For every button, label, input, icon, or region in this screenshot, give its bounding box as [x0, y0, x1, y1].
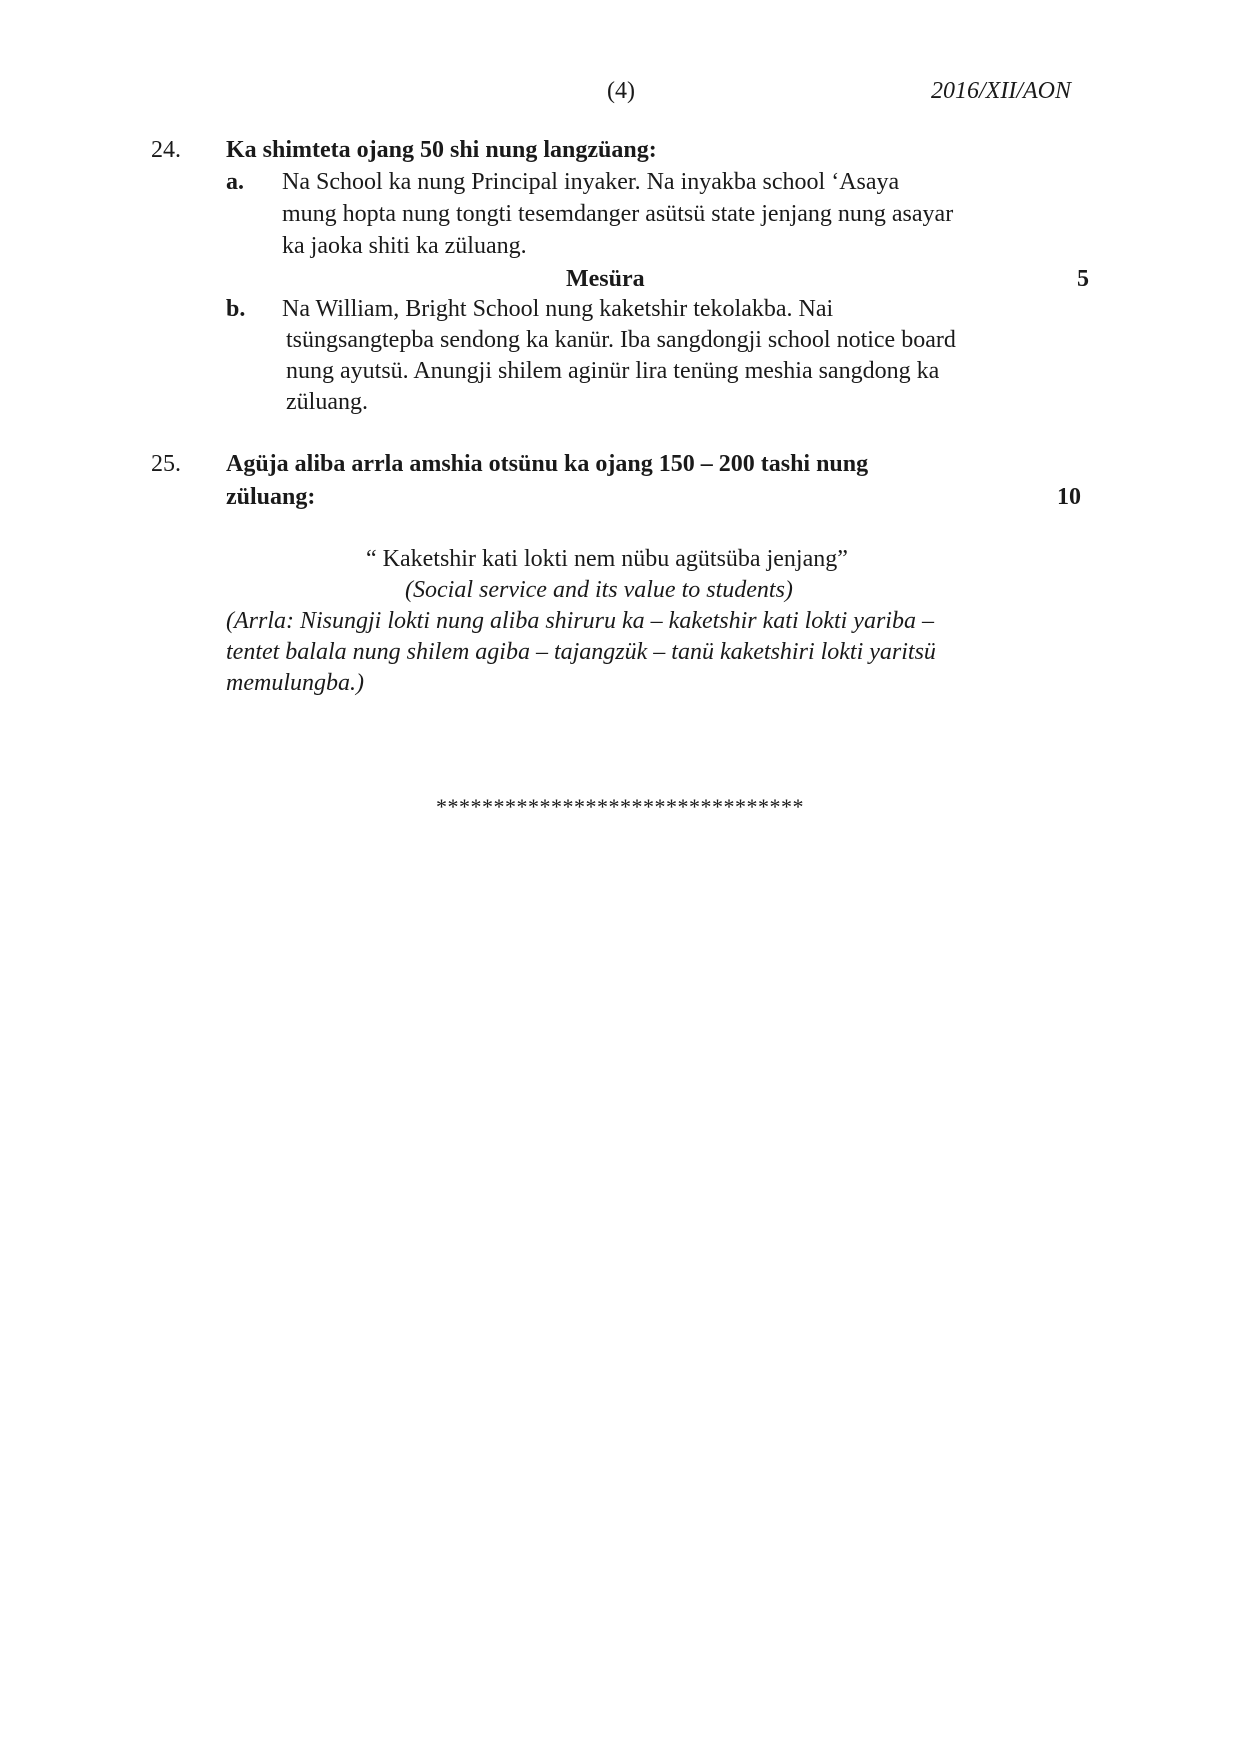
q24b-line-2: tsüngsangtepba sendong ka kanür. Iba sangdongji school notice board — [286, 327, 956, 353]
paper-code: 2016/XII/AON — [931, 78, 1071, 104]
q24b-line-4: züluang. — [286, 389, 368, 415]
q24b-label: b. — [226, 296, 246, 322]
q24a-label: a. — [226, 169, 244, 195]
q25-hints-line-2: tentet balala nung shilem agiba – tajangzük – tanü kaketshiri lokti yaritsü — [226, 639, 936, 665]
q25-hints-line-1: (Arrla: Nisungji lokti nung aliba shiruru ka – kaketshir kati lokti yariba – — [226, 608, 934, 634]
q25-instruction-line-1: Agüja aliba arrla amshia otsünu ka ojang 150 – 200 tashi nung — [226, 451, 869, 477]
q24b-line-3: nung ayutsü. Anungji shilem aginür lira tenüng meshia sangdong ka — [286, 358, 940, 384]
q24a-line-1: Na School ka nung Principal inyaker. Na inyakba school ‘Asaya — [282, 169, 900, 195]
q24-instruction: Ka shimteta ojang 50 shi nung langzüang: — [226, 137, 657, 163]
q25-topic-english: (Social service and its value to students) — [405, 577, 793, 603]
q24-marks: 5 — [1077, 266, 1089, 292]
q24-separator: Mesüra — [566, 266, 645, 292]
q25-topic: “ Kaketshir kati lokti nem nübu agütsüba jenjang” — [366, 546, 848, 572]
page-number: (4) — [607, 78, 635, 104]
q25-number: 25. — [151, 451, 181, 477]
q24a-line-3: ka jaoka shiti ka züluang. — [282, 233, 527, 259]
q24b-line-1: Na William, Bright School nung kaketshir tekolakba. Nai — [282, 296, 834, 322]
q24-number: 24. — [151, 137, 181, 163]
end-marker: ******************************** — [436, 794, 804, 819]
q25-hints-line-3: memulungba.) — [226, 670, 364, 696]
q25-marks: 10 — [1057, 484, 1081, 510]
q24a-line-2: mung hopta nung tongti tesemdanger asütsü state jenjang nung asayar — [282, 201, 954, 227]
q25-instruction-line-2: züluang: — [226, 484, 316, 510]
